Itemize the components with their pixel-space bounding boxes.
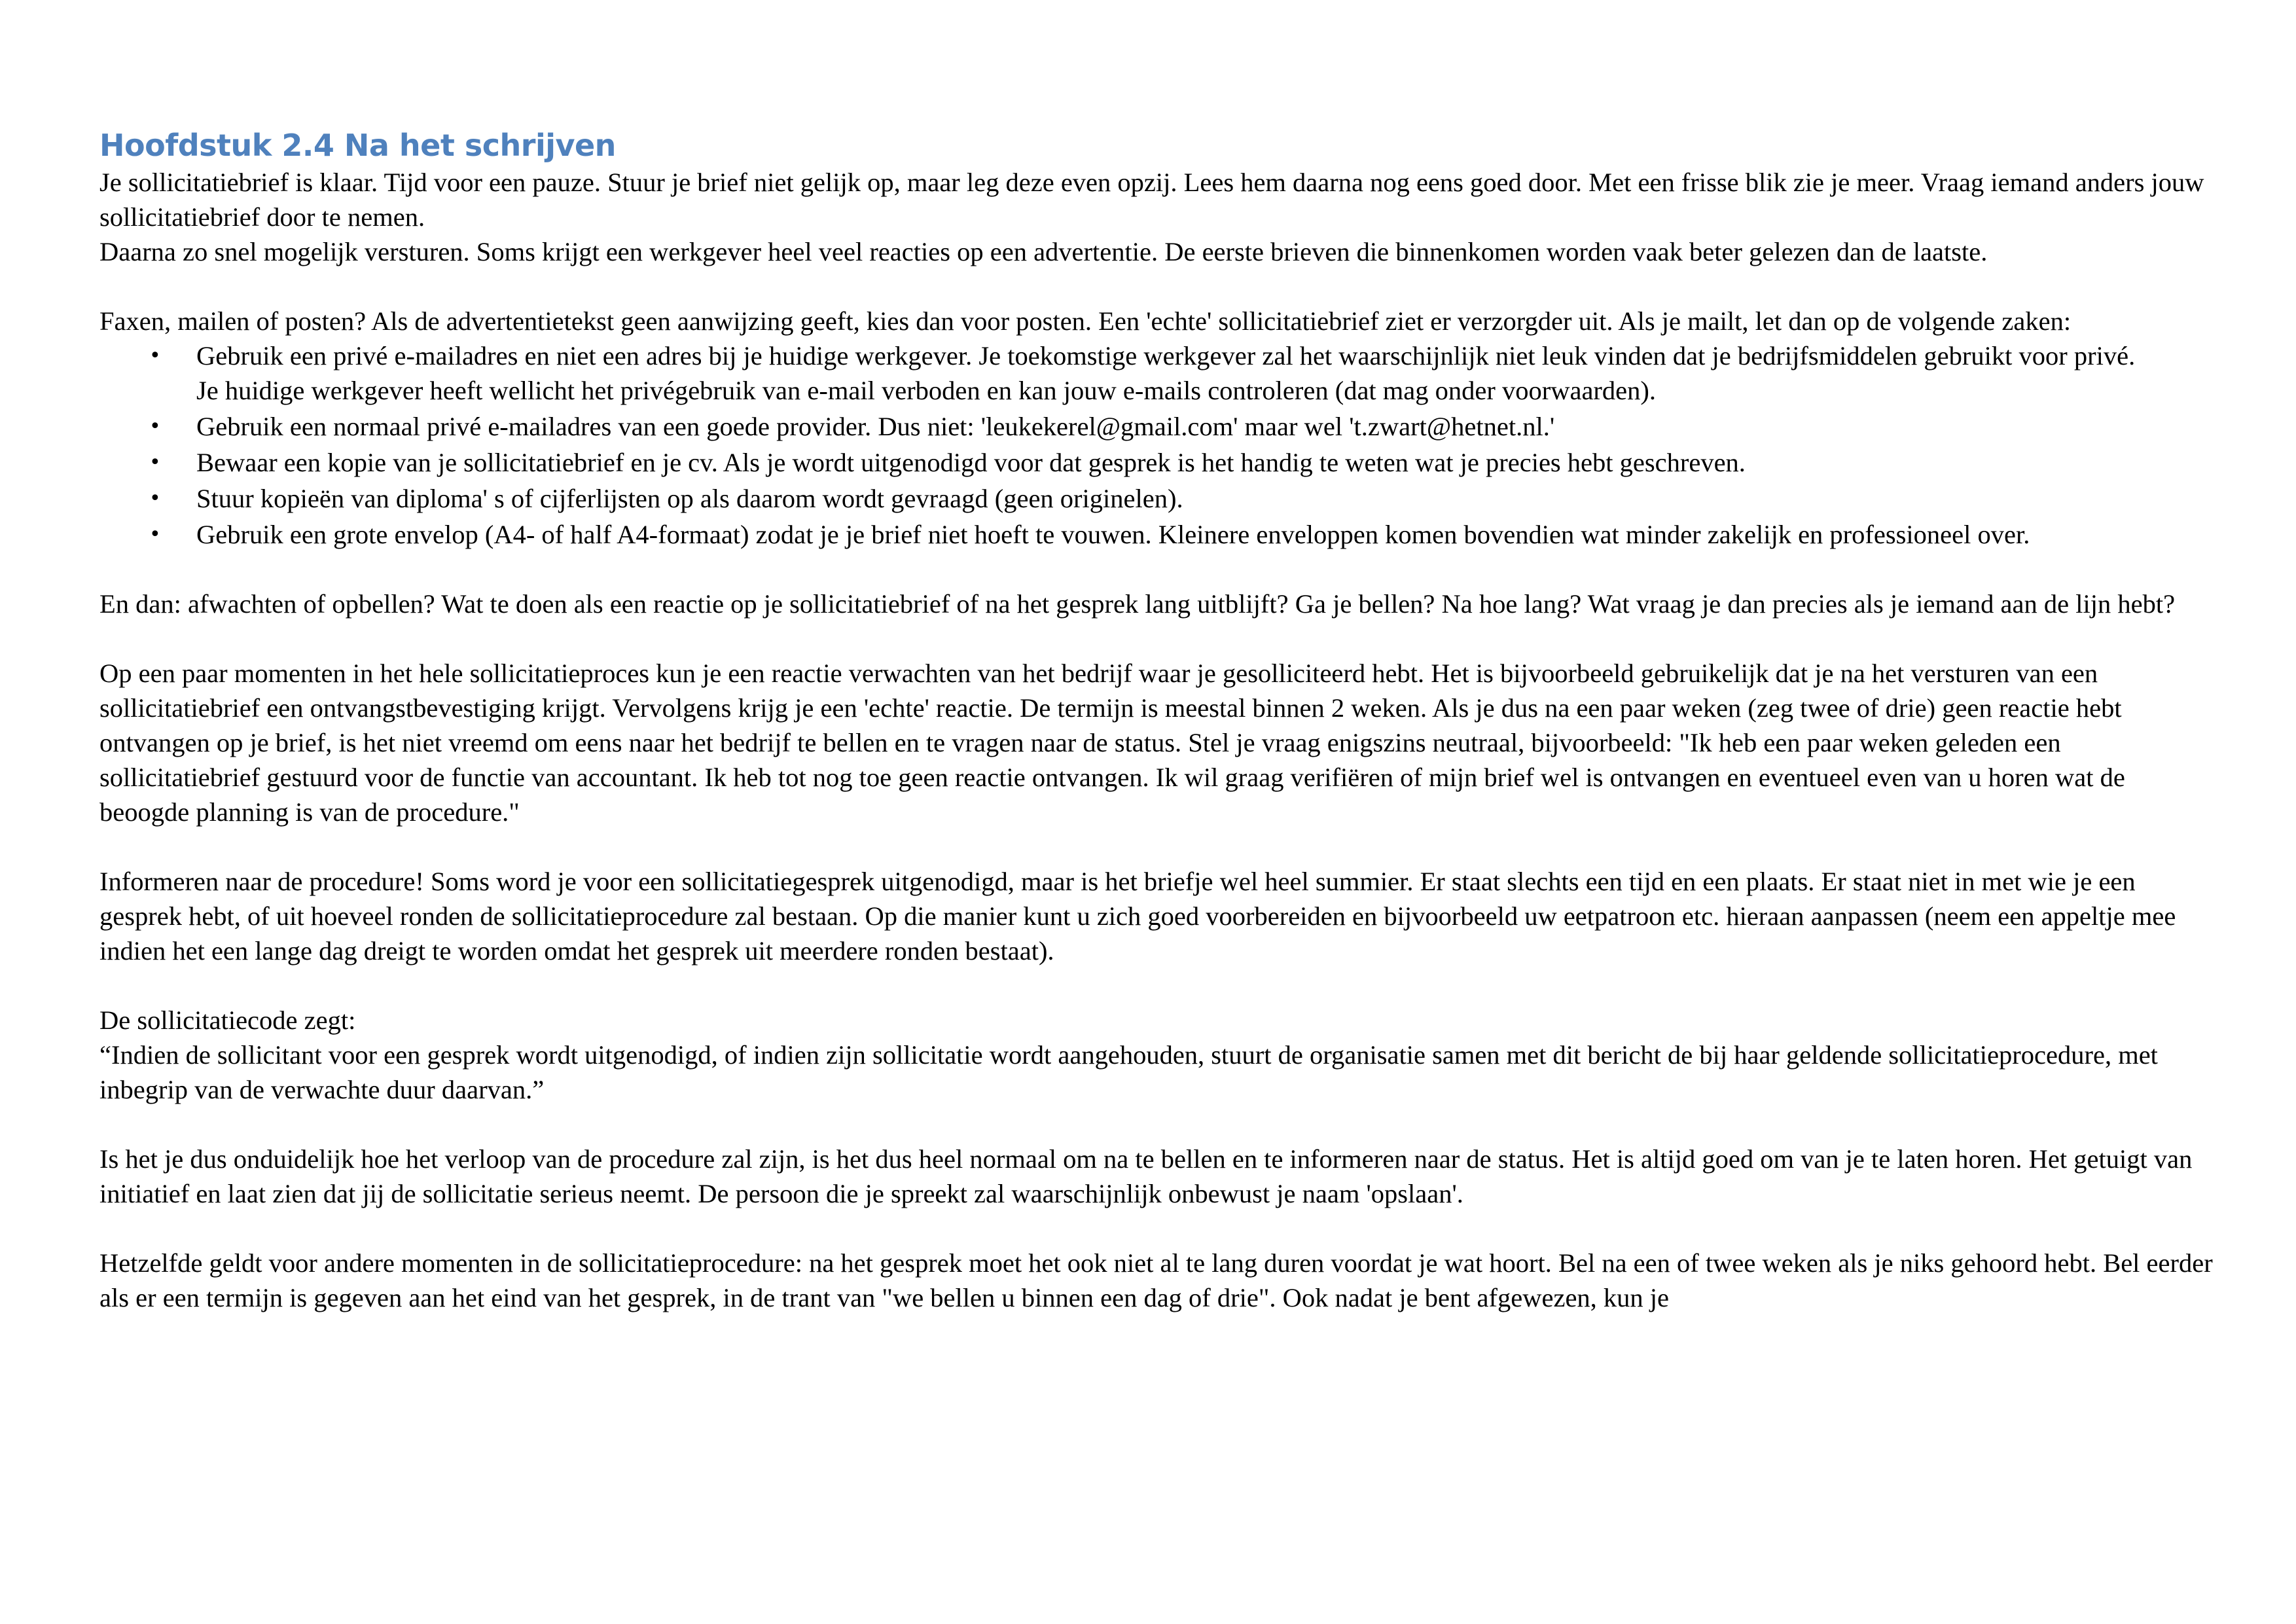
list-item-text: Stuur kopieën van diploma' s of cijferlijsten op als daarom wordt gevraagd (geen originelen). xyxy=(196,484,1183,513)
list-item-text: Bewaar een kopie van je sollicitatiebrief en je cv. Als je wordt uitgenodigd voor dat gesprek is het handig te weten wat je precies hebt geschreven. xyxy=(196,448,1746,477)
paragraph-fax-mail-post: Faxen, mailen of posten? Als de advertentietekst geen aanwijzing geeft, kies dan voor posten. Een 'echte' sollicitatiebrief ziet er verzorgder uit. Als je mailt, let dan op de volgende zaken: xyxy=(99,306,2072,336)
paragraph-intro: Je sollicitatiebrief is klaar. Tijd voor een pauze. Stuur je brief niet gelijk op, maar leg deze even opzij. Lees hem daarna nog eens goed door. Met een frisse blik zie je meer. Vraag iemand anders jouw sollicitatiebrief door te nemen. xyxy=(99,168,2204,232)
paragraph-send-quickly: Daarna zo snel mogelijk versturen. Soms krijgt een werkgever heel veel reacties op een advertentie. De eerste brieven die binnenkomen worden vaak beter gelezen dan de laatste. xyxy=(99,237,1988,266)
bullet-icon: • xyxy=(149,415,161,438)
list-item xyxy=(149,481,2214,516)
list-item-text: Gebruik een privé e-mailadres en niet een adres bij je huidige werkgever. Je toekomstige werkgever zal het waarschijnlijk niet leuk vinden dat je bedrijfsmiddelen gebruikt voor privé. Je huidige werkgever heeft wellicht het privégebruik van e-mail verboden en kan jouw e-mails controleren (dat mag onder voorwaarden). xyxy=(196,341,2136,405)
chapter-heading: Hoofdstuk 2.4 Na het schrijven xyxy=(99,128,616,163)
paragraph-inform-procedure: Informeren naar de procedure! Soms word je voor een sollicitatiegesprek uitgenodigd, maar is het briefje wel heel summier. Er staat slechts een tijd en een plaats. Er staat niet in met wie je een gesprek hebt, of uit hoeveel ronden de sollicitatieprocedure zal bestaan. Op die manier kunt u zich goed voorbereiden en bijvoorbeeld uw eetpatroon etc. hieraan aanpassen (neem een appeltje mee indien het een lange dag dreigt te worden omdat het gesprek uit meerdere ronden bestaat). xyxy=(99,867,2176,965)
document-page xyxy=(99,126,2214,1315)
paragraph-wait-or-call: En dan: afwachten of opbellen? Wat te doen als een reactie op je sollicitatiebrief of na het gesprek lang uitblijft? Ga je bellen? Na hoe lang? Wat vraag je dan precies als je iemand aan de lijn hebt? xyxy=(99,589,2176,619)
list-item xyxy=(149,409,2214,444)
paragraph-call-normal: Is het je dus onduidelijk hoe het verloop van de procedure zal zijn, is het dus heel normaal om na te bellen en te informeren naar de status. Het is altijd goed om van je te laten horen. Het getuigt van initiatief en laat zien dat jij de sollicitatie serieus neemt. De persoon die je spreekt zal waarschijnlijk onbewust je naam 'opslaan'. xyxy=(99,1144,2193,1208)
list-item xyxy=(149,517,2214,552)
bullet-icon: • xyxy=(149,487,161,510)
paragraph-other-moments: Hetzelfde geldt voor andere momenten in de sollicitatieprocedure: na het gesprek moet het ook niet al te lang duren voordat je wat hoort. Bel na een of twee weken als je niks gehoord hebt. Bel eerder als er een termijn is gegeven aan het eind van het gesprek, in de trant van "we bellen u binnen een dag of drie". Ook nadat je bent afgewezen, kun je xyxy=(99,1248,2213,1312)
bullet-icon: • xyxy=(149,523,161,546)
paragraph-expect-reaction: Op een paar momenten in het hele sollicitatieproces kun je een reactie verwachten van het bedrijf waar je gesolliciteerd hebt. Het is bijvoorbeeld gebruikelijk dat je na het versturen van een sollicitatiebrief een ontvangstbevestiging krijgt. Vervolgens krijg je een 'echte' reactie. De termijn is meestal binnen 2 weken. Als je dus na een paar weken (zeg twee of drie) geen reactie hebt ontvangen op je brief, is het niet vreemd om eens naar het bedrijf te bellen en te vragen naar de status. Stel je vraag enigszins neutraal, bijvoorbeeld: "Ik heb een paar weken geleden een sollicitatiebrief gestuurd voor de functie van accountant. Ik heb tot nog toe geen reactie ontvangen. Ik wil graag verifiëren of mijn brief wel is ontvangen en eventueel even van u horen wat de beoogde planning is van de procedure." xyxy=(99,659,2125,827)
list-item xyxy=(149,338,2214,408)
tips-list xyxy=(99,338,2214,552)
list-item-text: Gebruik een grote envelop (A4- of half A4-formaat) zodat je je brief niet hoeft te vouwen. Kleinere enveloppen komen bovendien wat minder zakelijk en professioneel over. xyxy=(196,520,2030,549)
bullet-icon: • xyxy=(149,344,161,367)
bullet-icon: • xyxy=(149,451,161,474)
list-item-text: Gebruik een normaal privé e-mailadres van een goede provider. Dus niet: 'leukekerel@gmail.com' maar wel 't.zwart@hetnet.nl.' xyxy=(196,412,1555,441)
list-item xyxy=(149,445,2214,480)
paragraph-code-intro: De sollicitatiecode zegt: xyxy=(99,1005,356,1035)
paragraph-code-quote: “Indien de sollicitant voor een gesprek wordt uitgenodigd, of indien zijn sollicitatie wordt aangehouden, stuurt de organisatie samen met dit bericht de bij haar geldende sollicitatieprocedure, met inbegrip van de verwachte duur daarvan.” xyxy=(99,1040,2158,1104)
